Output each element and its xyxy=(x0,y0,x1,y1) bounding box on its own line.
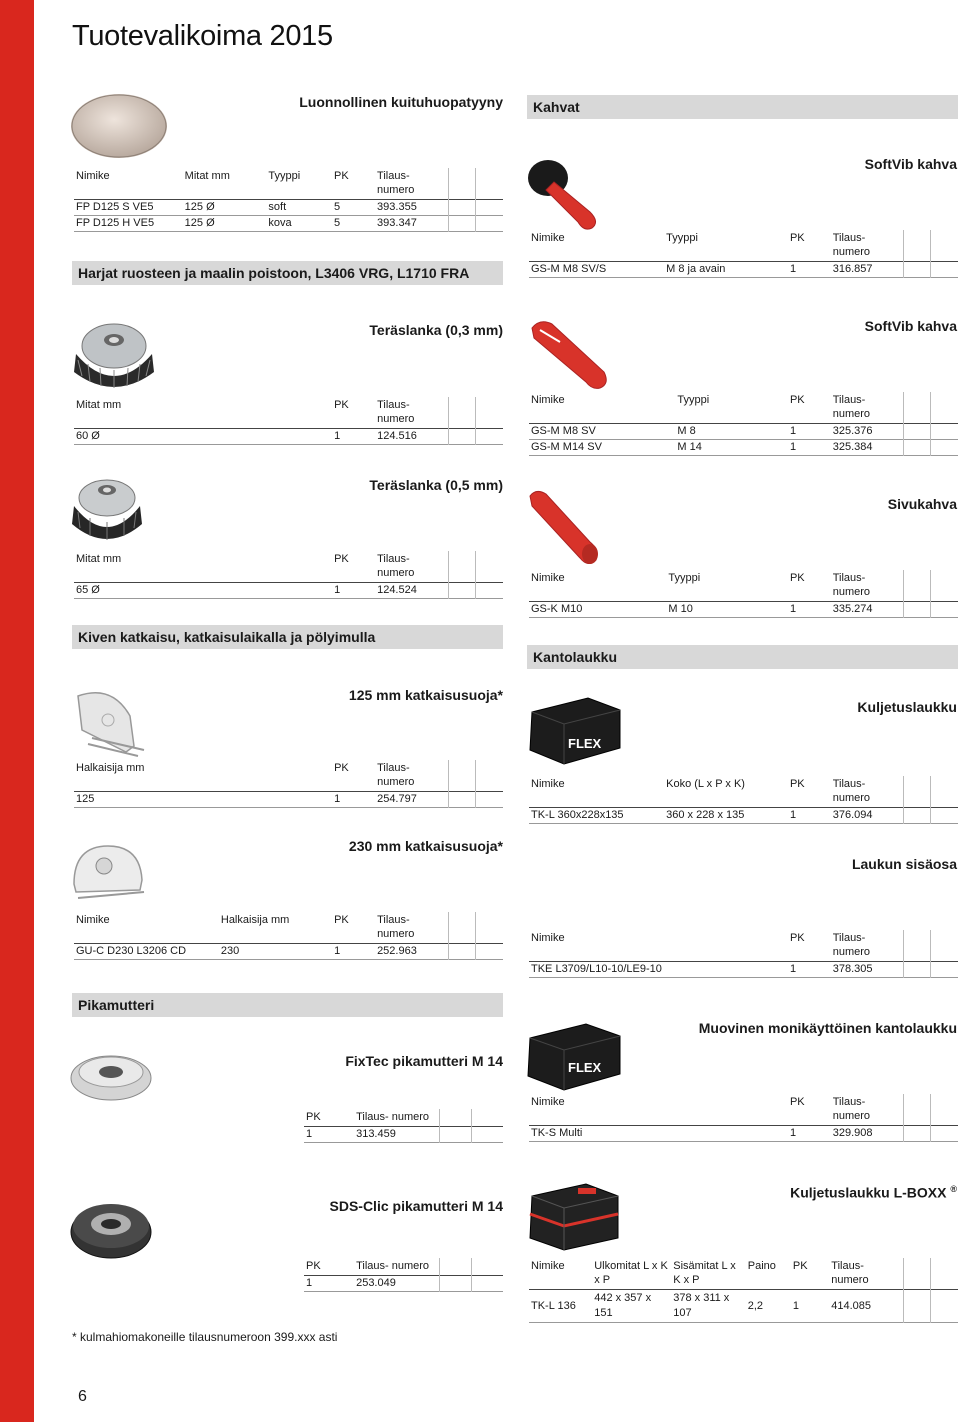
col-header: PK xyxy=(334,399,349,411)
col-header: Paino xyxy=(747,1260,776,1272)
guard-230-image xyxy=(68,840,150,904)
sidehandle-heading: Sivukahva xyxy=(887,496,957,512)
section-band-quicknut: Pikamutteri xyxy=(72,993,503,1017)
col-header: Nimike xyxy=(531,572,565,584)
col-header: Tilaus- numero xyxy=(832,232,871,258)
fixtec-nut-image xyxy=(68,1048,154,1104)
inlay-table xyxy=(529,930,958,978)
col-header: PK xyxy=(306,1260,321,1272)
col-header: Nimike xyxy=(76,170,110,182)
col-header: Tilaus- numero xyxy=(377,399,415,425)
pad-heading: Luonnollinen kuituhuopatyyny xyxy=(299,94,503,110)
guard230-table xyxy=(74,912,503,960)
cup-brush-03-image xyxy=(68,320,160,390)
col-header: Tilaus- numero xyxy=(356,1260,430,1272)
softvib2-table xyxy=(529,392,958,456)
col-header: Tyyppi xyxy=(668,572,701,584)
transport-heading: Kuljetuslaukku xyxy=(857,699,957,715)
table-row: GS-M M8 SV M 8 1 325.376 xyxy=(529,424,958,440)
softvib2-handle-image xyxy=(526,314,612,392)
footnote: * kulmahiomakoneille tilausnumeroon 399.xxx asti xyxy=(72,1330,338,1344)
col-header: PK xyxy=(789,572,805,584)
col-header: PK xyxy=(306,1111,321,1123)
col-header: Nimike xyxy=(76,914,110,926)
col-header: Sisämitat L x K x P xyxy=(673,1260,736,1286)
col-header: PK xyxy=(789,394,805,406)
flex-logo: FLEX xyxy=(568,736,602,751)
col-header: PK xyxy=(789,932,805,944)
col-header: Nimike xyxy=(531,232,565,244)
inlay-heading: Laukun sisäosa xyxy=(851,856,957,872)
table-row: TK-L 360x228x135 360 x 228 x 135 1 376.094 xyxy=(529,808,958,824)
wire03-heading: Teräslanka (0,3 mm) xyxy=(369,322,503,338)
col-header: Halkaisija mm xyxy=(76,762,145,774)
softvib-handle-image xyxy=(526,152,608,232)
col-header: Nimike xyxy=(531,1096,565,1108)
section-band-cutting: Kiven katkaisu, katkaisulaikalla ja pölyimulla xyxy=(72,625,503,649)
felt-pad-image xyxy=(70,93,168,159)
softvib1-heading: SoftVib kahva xyxy=(864,156,957,172)
col-header: PK xyxy=(789,232,805,244)
col-header: Mitat mm xyxy=(184,170,230,182)
lboxx-case-image xyxy=(526,1178,622,1254)
pad-table xyxy=(74,168,503,232)
col-header: PK xyxy=(334,914,349,926)
multicase-heading: Muovinen monikäyttöinen kantolaukku xyxy=(698,1020,957,1036)
table-row: 60 Ø 1 124.516 xyxy=(74,429,503,445)
table-row: 65 Ø 1 124.524 xyxy=(74,583,503,599)
col-header: Tilaus- numero xyxy=(832,1096,871,1122)
col-header: PK xyxy=(334,170,349,182)
col-header: Tyyppi xyxy=(677,394,710,406)
table-row: 1 253.049 xyxy=(304,1276,503,1292)
multi-case-image xyxy=(526,1016,622,1094)
table-row: 125 1 254.797 xyxy=(74,792,503,808)
section-band-handles: Kahvat xyxy=(527,95,958,119)
col-header: Tyyppi xyxy=(666,232,698,244)
col-header: Nimike xyxy=(531,778,565,790)
col-header: Nimike xyxy=(531,394,565,406)
multicase-table xyxy=(529,1094,958,1142)
col-header: Tilaus- numero xyxy=(832,394,871,420)
table-row: FP D125 S VE5 125 Ø soft 5 393.355 xyxy=(74,200,503,216)
col-header: Mitat mm xyxy=(76,399,122,411)
flex-logo: FLEX xyxy=(568,1060,602,1075)
col-header: PK xyxy=(334,553,349,565)
col-header: Tilaus- numero xyxy=(832,572,871,598)
page-number: 6 xyxy=(78,1388,87,1405)
accent-side-bar xyxy=(0,0,34,1422)
table-row: TK-S Multi 1 329.908 xyxy=(529,1126,958,1142)
guard125-table xyxy=(74,760,503,808)
section-band-cases: Kantolaukku xyxy=(527,645,958,669)
col-header: Halkaisija mm xyxy=(220,914,290,926)
col-header: Ulkomitat L x K x P xyxy=(594,1260,668,1286)
wire05-heading: Teräslanka (0,5 mm) xyxy=(369,477,503,493)
cup-brush-05-image xyxy=(68,476,146,546)
table-row: GS-M M14 SV M 14 1 325.384 xyxy=(529,440,958,456)
section-band-brushes: Harjat ruosteen ja maalin poistoon, L3406 VRG, L1710 FRA xyxy=(72,261,503,285)
sds-clic-nut-image xyxy=(68,1194,154,1264)
guard125-heading: 125 mm katkaisusuoja* xyxy=(348,687,503,703)
col-header: Tilaus- numero xyxy=(377,762,415,788)
col-header: Nimike xyxy=(531,932,565,944)
wire03-table xyxy=(74,397,503,445)
col-header: PK xyxy=(334,762,349,774)
col-header: Tilaus- numero xyxy=(832,778,871,804)
registered-mark: ® xyxy=(950,1184,957,1194)
table-row: GU-C D230 L3206 CD 230 1 252.963 xyxy=(74,944,503,960)
side-handle-image xyxy=(526,486,606,570)
sidehandle-table xyxy=(529,570,958,618)
col-header: Tilaus- numero xyxy=(377,170,415,196)
sdsclic-heading: SDS-Clic pikamutteri M 14 xyxy=(329,1198,503,1214)
col-header: Mitat mm xyxy=(76,553,122,565)
col-header: Tilaus- numero xyxy=(377,914,415,940)
col-header: PK xyxy=(789,1096,805,1108)
transport-table xyxy=(529,776,958,824)
col-header: Koko (L x P x K) xyxy=(666,778,745,790)
guard230-heading: 230 mm katkaisusuoja* xyxy=(348,838,503,854)
table-row: GS-K M10 M 10 1 335.274 xyxy=(529,602,958,618)
table-row: TKE L3709/L10-10/LE9-10 1 378.305 xyxy=(529,962,958,978)
guard-125-image xyxy=(68,686,148,760)
col-header: Tilaus- numero xyxy=(831,1260,869,1286)
fixtec-heading: FixTec pikamutteri M 14 xyxy=(345,1053,503,1069)
fixtec-table xyxy=(304,1109,503,1143)
page-title: Tuotevalikoima 2015 xyxy=(72,20,333,52)
col-header: Tilaus- numero xyxy=(377,553,415,579)
col-header: Nimike xyxy=(531,1260,565,1272)
softvib1-table xyxy=(529,230,958,278)
col-header: Tilaus- numero xyxy=(832,932,871,958)
sdsclic-table xyxy=(304,1258,503,1292)
table-row: 1 313.459 xyxy=(304,1127,503,1143)
lboxx-heading: Kuljetuslaukku L-BOXX ® xyxy=(790,1184,957,1201)
table-row: GS-M M8 SV/S M 8 ja avain 1 316.857 xyxy=(529,262,958,278)
wire05-table xyxy=(74,551,503,599)
table-row: TK-L 136 442 x 357 x 151 378 x 311 x 107 2,2 1 414.085 xyxy=(529,1290,958,1323)
col-header: Tilaus- numero xyxy=(356,1111,430,1123)
col-header: Tyyppi xyxy=(268,170,301,182)
transport-case-image xyxy=(526,692,622,768)
col-header: PK xyxy=(789,778,805,790)
table-row: FP D125 H VE5 125 Ø kova 5 393.347 xyxy=(74,216,503,232)
lboxx-table xyxy=(529,1258,958,1323)
col-header: PK xyxy=(792,1260,808,1272)
softvib2-heading: SoftVib kahva xyxy=(864,318,957,334)
